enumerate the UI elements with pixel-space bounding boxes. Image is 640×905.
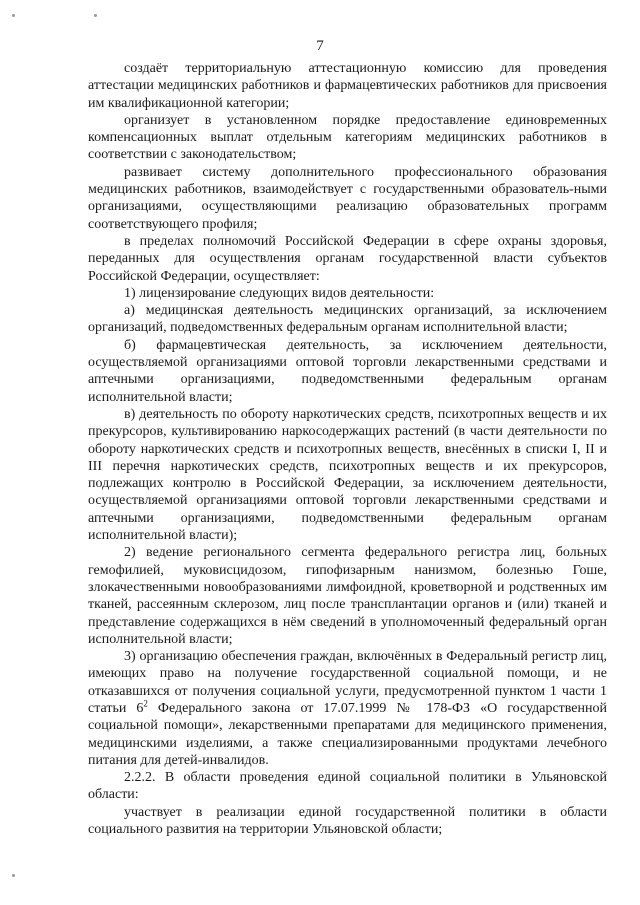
scan-speck bbox=[12, 14, 15, 17]
paragraph: б) фармацевтическая деятельность, за исключением деятельности, осуществляемой организациями оптовой торговли лекарственными средствами и аптечными организациями, подведомственными федеральным органам исполнительной власти; bbox=[88, 337, 607, 405]
paragraph: участвует в реализации единой государственной политики в области социального развития на территории Ульяновской области; bbox=[88, 804, 607, 838]
document-body bbox=[88, 60, 607, 838]
paragraph: а) медицинская деятельность медицинских организаций, за исключением организаций, подведомственных федеральным органам исполнительной власти; bbox=[88, 303, 607, 336]
paragraph: 1) лицензирование следующих видов деятельности: bbox=[124, 285, 435, 301]
paragraph bbox=[88, 648, 607, 769]
paragraph-text: Федерального закона от 17.07.1999 № 178-ФЗ «О государственной социальной помощи», лекарственными препаратами для медицинского применения, медицинскими изделиями, а также специализированными продуктами лечебного питания для детей-инвалидов. bbox=[88, 700, 607, 768]
paragraph: в) деятельность по обороту наркотических средств, психотропных веществ и их прекурсоров, культивированию наркосодержащих растений (в части деятельности по обороту наркотических средств и психотропных веществ, внесённых в списки I, II и III перечня наркотических средств, психотропных веществ и их прекурсоров, подлежащих контролю в Российской Федерации, за исключением деятельности, осуществляемой организациями оптовой торговли лекарственными средствами и аптечными организациями, подведомственными федеральным органам исполнительной власти); bbox=[88, 406, 607, 544]
paragraph: развивает систему дополнительного профессионального образования медицинских работников, взаимодействует с государственными образователь-ными организациями, осуществляющими реализацию образовательных программ соответствующего профиля; bbox=[88, 164, 607, 232]
scan-speck bbox=[94, 14, 97, 17]
paragraph: 2) ведение регионального сегмента федерального регистра лиц, больных гемофилией, муковисцидозом, гипофизарным нанизмом, болезнью Гоше, злокачественными новообразованиями лимфоидной, кроветворной и родственных им тканей, рассеянным склерозом, лиц после трансплантации органов и (или) тканей и представление содержащихся в нём сведений в уполномоченный федеральный орган исполнительной власти; bbox=[88, 545, 607, 647]
paragraph: в пределах полномочий Российской Федерации в сфере охраны здоровья, переданных для осуществления органам государственной власти субъектов Российской Федерации, осуществляет: bbox=[88, 233, 607, 284]
superscript: 2 bbox=[143, 698, 148, 709]
paragraph: организует в установленном порядке предоставление единовременных компенсационных выплат отдельным категориям медицинских работников в соответствии с законодательством; bbox=[88, 112, 607, 163]
paragraph-text: 3) организацию обеспечения граждан, включённых в Федеральный регистр лиц, имеющих право на получение государственной социальной помощи, и не отказавшихся от получения социальной услуги, предусмотренной пунктом 1 части 1 статьи 6 bbox=[88, 649, 607, 716]
page-number: 7 bbox=[316, 38, 324, 54]
section-heading: 2.2.2. В области проведения единой социальной политики в Ульяновской области: bbox=[88, 770, 607, 803]
scan-speck bbox=[12, 874, 15, 877]
paragraph: создаёт территориальную аттестационную комиссию для проведения аттестации медицинских работников и фармацевтических работников для присвоения им квалификационной категории; bbox=[88, 61, 607, 111]
